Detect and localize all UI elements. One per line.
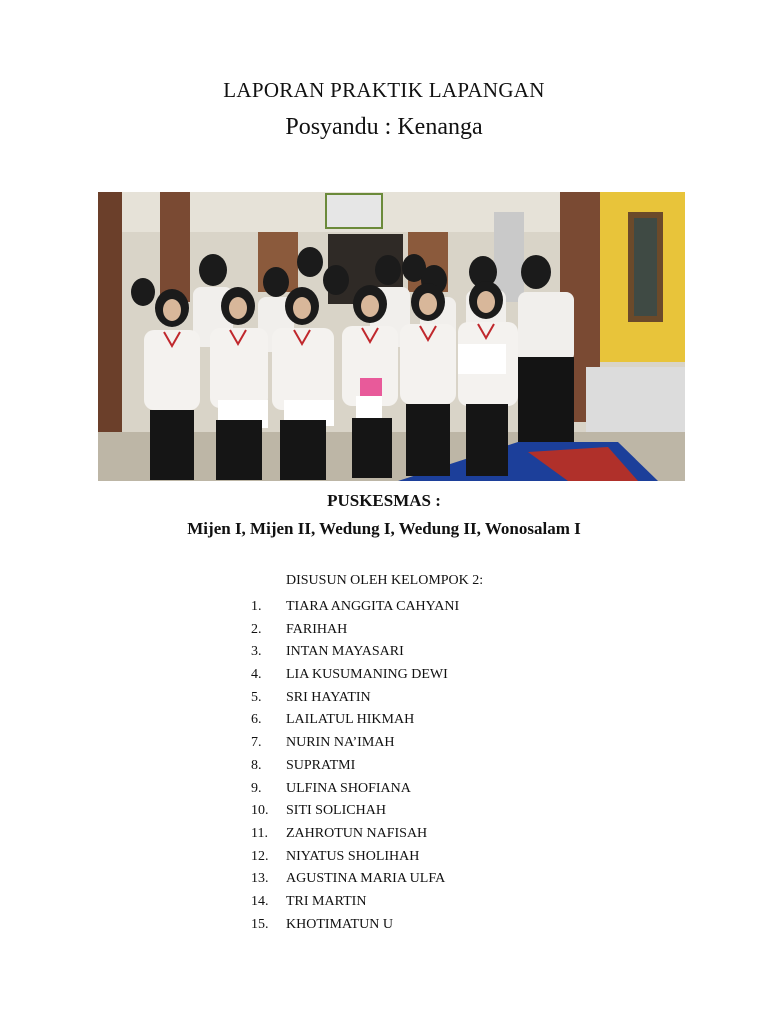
member-name: TRI MARTIN xyxy=(286,893,367,909)
member-name: TIARA ANGGITA CAHYANI xyxy=(286,599,460,614)
member-number: 10. xyxy=(251,803,269,819)
member-number: 9. xyxy=(251,780,262,796)
list-item xyxy=(251,892,459,915)
member-number: 11. xyxy=(251,825,268,841)
report-subtitle: Posyandu : Kenanga xyxy=(285,114,483,140)
member-number: 6. xyxy=(251,712,262,728)
list-item xyxy=(251,710,459,733)
puskesmas-list: Mijen I, Mijen II, Wedung I, Wedung II, Wonosalam I xyxy=(187,519,581,538)
list-item xyxy=(251,847,459,870)
member-name: NURIN NA’IMAH xyxy=(286,735,395,751)
list-item xyxy=(251,620,459,643)
member-number: 7. xyxy=(251,735,262,751)
list-item xyxy=(251,801,459,824)
member-number: 5. xyxy=(251,689,262,705)
list-item xyxy=(251,869,459,892)
group-photo xyxy=(98,192,685,481)
list-item xyxy=(251,733,459,756)
member-number: 13. xyxy=(251,871,269,887)
member-number: 14. xyxy=(251,893,269,909)
member-number: 8. xyxy=(251,757,262,773)
member-name: LAILATUL HIKMAH xyxy=(286,712,415,728)
group-header: DISUSUN OLEH KELOMPOK 2: xyxy=(286,573,484,588)
member-number: 2. xyxy=(251,621,262,637)
member-number: 1. xyxy=(251,599,262,614)
report-title: LAPORAN PRAKTIK LAPANGAN xyxy=(223,78,545,102)
member-name: INTAN MAYASARI xyxy=(286,644,404,660)
member-name: FARIHAH xyxy=(286,621,348,637)
puskesmas-label: PUSKESMAS : xyxy=(327,491,441,510)
member-number: 15. xyxy=(251,916,269,932)
member-name: AGUSTINA MARIA ULFA xyxy=(286,871,446,887)
member-name: KHOTIMATUN U xyxy=(286,916,393,932)
list-item xyxy=(251,665,459,688)
list-item xyxy=(251,824,459,847)
member-name: NIYATUS SHOLIHAH xyxy=(286,848,420,864)
member-name: ZAHROTUN NAFISAH xyxy=(286,825,428,841)
member-name: SUPRATMI xyxy=(286,757,356,773)
list-item xyxy=(251,779,459,802)
list-item xyxy=(251,597,459,620)
list-item xyxy=(251,915,459,938)
member-name: SRI HAYATIN xyxy=(286,689,371,705)
list-item xyxy=(251,756,459,779)
member-number: 3. xyxy=(251,644,262,660)
member-name: ULFINA SHOFIANA xyxy=(286,780,411,796)
list-item xyxy=(251,688,459,711)
member-number: 12. xyxy=(251,848,269,864)
group-photo-illustration xyxy=(98,192,685,481)
member-number: 4. xyxy=(251,667,262,683)
member-list xyxy=(251,597,459,937)
list-item xyxy=(251,642,459,665)
member-name: LIA KUSUMANING DEWI xyxy=(286,667,448,683)
member-name: SITI SOLICHAH xyxy=(286,803,386,819)
